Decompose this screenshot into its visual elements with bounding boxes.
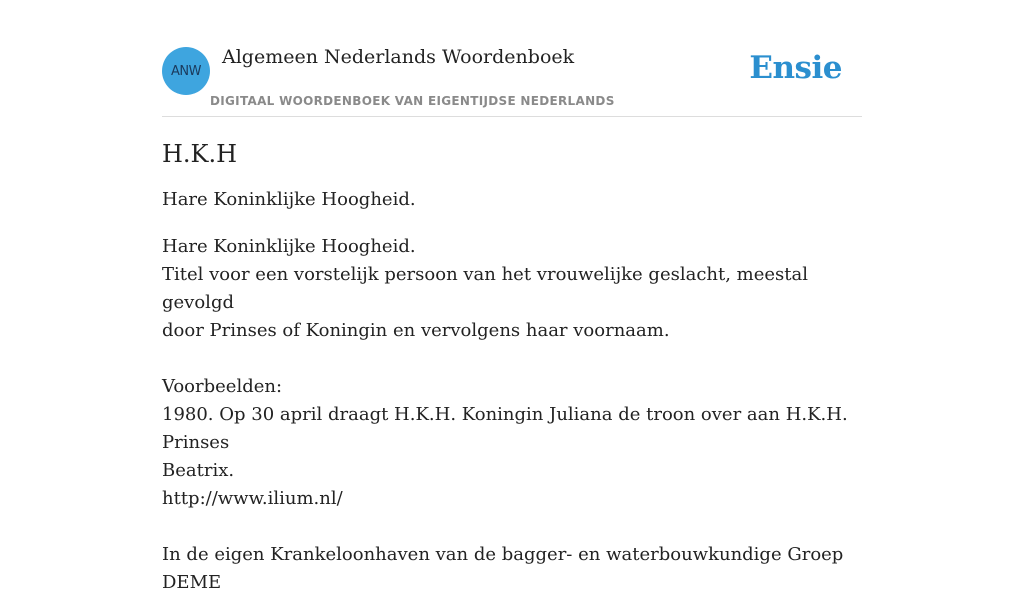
definition-text: door Prinses of Koningin en vervolgens haar voornaam. (162, 320, 670, 341)
logo-text: ANW (171, 63, 201, 79)
example-text: In de eigen Krankeloonhaven van de bagger- en waterbouwkundige Groep DEME (162, 544, 844, 593)
spacer (162, 345, 862, 373)
site-title[interactable]: Algemeen Nederlands Woordenboek (222, 46, 575, 68)
anw-logo[interactable] (162, 47, 210, 95)
entry-short-definition: Hare Koninklijke Hoogheid. (162, 189, 416, 210)
examples-label: Voorbeelden: (162, 376, 283, 397)
example-text: Beatrix. (162, 460, 235, 481)
example-text: 1980. Op 30 april draagt H.K.H. Koningin Juliana de troon over aan H.K.H. Prinses (162, 404, 848, 453)
definition-title: Hare Koninklijke Hoogheid. (162, 236, 416, 257)
example-source-link[interactable]: http://www.ilium.nl/ (162, 488, 343, 509)
site-header (162, 40, 862, 117)
entry-definition (162, 233, 862, 597)
definition-text: Titel voor een vorstelijk persoon van het vrouwelijke geslacht, meestal gevolgd (162, 264, 809, 313)
entry-content (162, 138, 862, 597)
spacer (162, 513, 862, 541)
ensie-logo[interactable]: Ensie (749, 50, 842, 86)
entry-headword: H.K.H (162, 140, 238, 168)
site-subtitle: DIGITAAL WOORDENBOEK VAN EIGENTIJDSE NEDERLANDS (210, 94, 615, 108)
